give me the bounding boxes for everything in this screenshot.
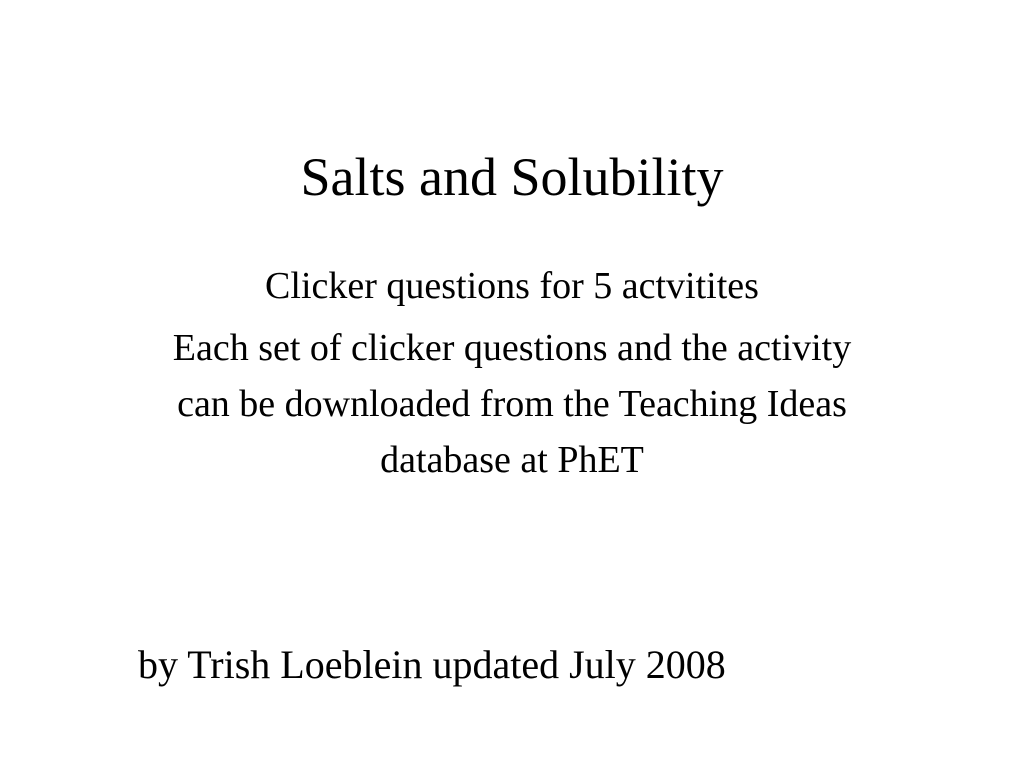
subtitle-line-download: Each set of clicker questions and the activity can be downloaded from the Teaching Ideas database at PhET [172,327,852,481]
subtitle-line-clicker: Clicker questions for 5 actvitites [265,265,759,307]
slide-subtitle [162,258,862,488]
author-line: by Trish Loeblein updated July 2008 [138,642,726,687]
slide-title: Salts and Solubility [300,147,724,207]
